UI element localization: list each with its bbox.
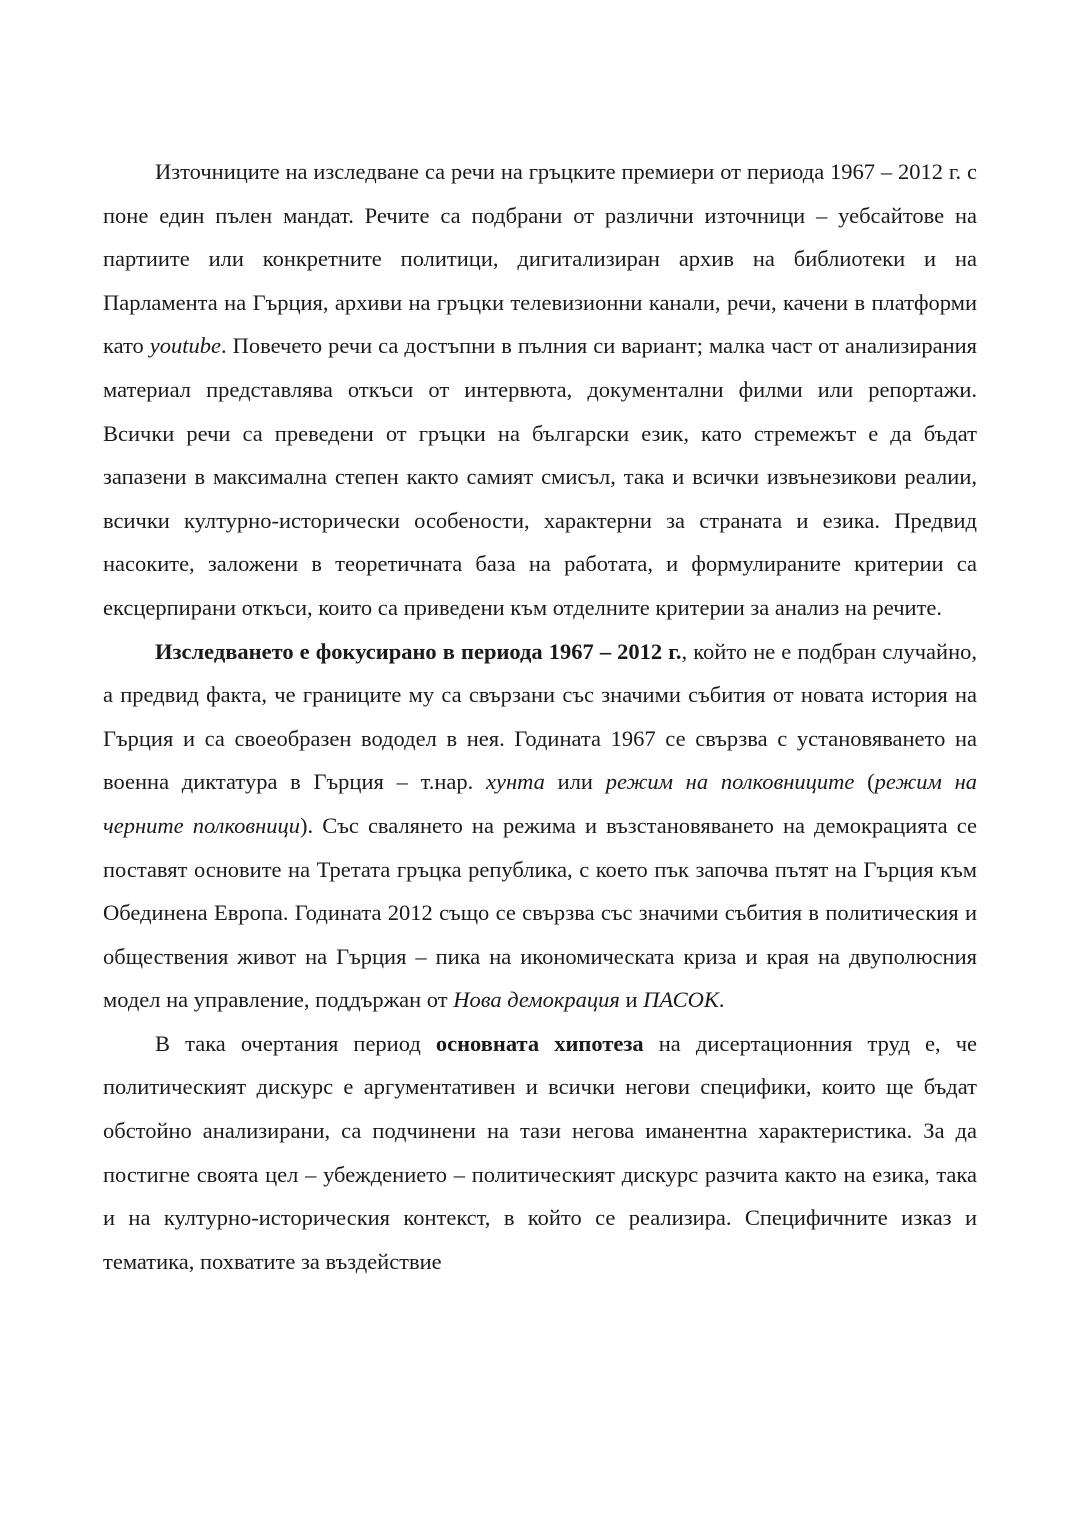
paragraph-text: ( — [854, 769, 875, 795]
italic-term: режим на черните полковници — [103, 769, 978, 838]
paragraph-text: на дисертационния труд е, че политическият дискурс е аргументативен и всички негови специфики, които ще бъдат обстойно анализирани, са подчинени на тази негова иманентна характеристика. За да постигне своята цел – убеждението – политическият дискурс разчита както на езика, така и на културно-историческия контекст, в който се реализира. Специфичните изказ и тематика, похватите за въздействие — [103, 1030, 977, 1274]
italic-term: режим на полковниците — [605, 769, 855, 795]
paragraph-text: , който не е подбран случайно, а предвид факта, че границите му са свързани със значими събития от новата история на Гърция и са своеобразен вододел в нея. Годината 1967 се свързва с установяването на военна диктатура в Гърция – т.нар. — [103, 638, 978, 795]
paragraph-text: . — [718, 987, 725, 1013]
italic-term: youtube — [149, 333, 222, 359]
paragraph-text: В така очертания период — [155, 1030, 436, 1056]
body-text — [103, 150, 977, 1283]
paragraph-text: Източниците на изследване са речи на гръцките премиери от периода 1967 – 2012 г. с поне един пълен мандат. Речите са подбрани от различни източници – уебсайтове на партиите или конкретните политици, дигитализиран архив на библиотеки и на Парламента на Гърция, архиви на гръцки телевизионни канали, речи, качени в платформи като — [103, 159, 977, 359]
italic-term: ПАСОК — [643, 987, 719, 1013]
paragraph-text: . Повечето речи са достъпни в пълния си вариант; малка част от анализирания материал представлява откъси от интервюта, документални филми или репортажи. Всички речи са преведени от гръцки на български език, като стремежът е да бъдат запазени в максимална степен както самият смисъл, така и всички извънезикови реалии, всички културно-исторически особености, характерни за страната и езика. Предвид насоките, заложени в теоретичната база на работата, и формулираните критерии са ексцерпирани откъси, които са приведени към отделните критерии за анализ на речите. — [103, 333, 977, 620]
bold-emphasis: Изследването е фокусирано в периода 1967 – 2012 г. — [155, 638, 682, 664]
bold-emphasis: основната хипотеза — [435, 1030, 644, 1056]
paragraph-hypothesis — [103, 1022, 977, 1284]
paragraph-text: ). Със свалянето на режима и възстановяването на демокрацията се поставят основите на Третата гръцка република, с което пък започва пътят на Гърция към Обединена Европа. Годината 2012 също се свързва със значими събития в политическия и обществения живот на Гърция – пика на икономическата криза и края на двуполюсния модел на управление, поддържан от — [103, 812, 977, 1013]
italic-term: Нова демокрация — [453, 987, 620, 1013]
italic-term: хунта — [486, 769, 545, 795]
paragraph-sources — [103, 150, 977, 630]
paragraph-period — [103, 630, 977, 1022]
paragraph-text: или — [544, 769, 606, 795]
paragraph-text: и — [619, 987, 644, 1013]
